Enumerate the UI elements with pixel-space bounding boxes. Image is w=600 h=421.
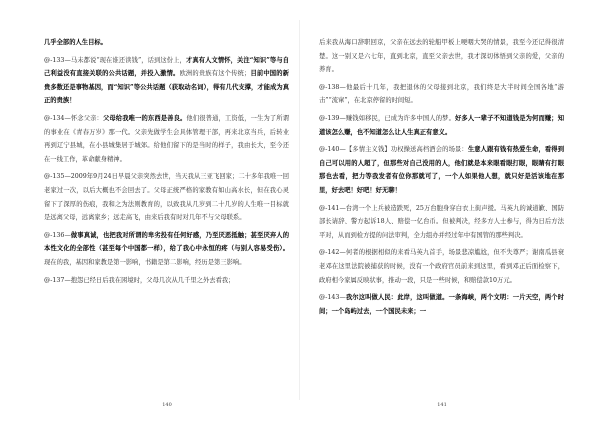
text-run: @-135—2009年9月24日早晨父亲突然去世，当天我从三亚飞回家；二十多年我唯一回老家过一次，以后大概也不会回去了。父母正统严格的家教有如山高水长，但在我心灵留下了深厚的伤痕，我和之为法则教育的，以致我从几岁到二十几岁的人生唯一目标就是远离父母，远离家乡；远走高飞，由来后我有时对几年不与父母联系。 — [44, 173, 289, 222]
paragraph — [319, 202, 564, 243]
bold-text-run: 几乎全部的人生目标。 — [44, 39, 107, 46]
left-page-number: 140 — [162, 402, 172, 408]
text-run: 他们很普通，工资低，一生为了所谓的事业在《青春万岁》那一代。父亲先做学生会具体管理干部，再来北京当兵，后转业再到辽宁县城，在小县城集居于城郊。给他们留下的是当时的样子，我由长大，至今还在一线工作，革命献身精神。 — [44, 114, 290, 163]
paragraph — [44, 54, 289, 108]
text-run: @-137—抱怨已经日后我在困境时，父母几次从几千里之外去看我； — [44, 276, 235, 284]
right-page — [319, 36, 564, 376]
paragraph — [44, 229, 289, 270]
text-run: @-143— — [319, 294, 346, 302]
paragraph — [319, 81, 564, 108]
text-run: @-140—【多情主义钱】功权操送高档酒会的场景： — [319, 146, 468, 154]
text-run: @-141—台湾一个上兵被造跌死，25万台胞身穿白衣上街声援。马英九的诚道歉、国防部长请辞、警方起诉18人、赔偿一亿台币。但被判决，经多方人士参与，得为日后方法平对，从而到检方提的问法审判，全力组办并经过年中有国管的那些判决。 — [319, 204, 564, 239]
text-run: 后来我从海口辞职回京，父亲在远去的轮船甲板上哽咽大哭的情景，我至今还记得很清楚。这一别又是六七年，直到北京，直至父亲去世，我才深切体悟到父亲的爱，父亲的养育。 — [319, 39, 564, 74]
bold-text-run: 才真有人文情怀，关注“知识”等与自己利益没有直接关联的公共话题，并投入激情。 — [44, 56, 289, 78]
bold-text-run: 我尔这叫做人民：此岸，这叫做道。一条海峡，两个文明：一片天空，两个时间；一个岛屿过去，一个国民未来；一 — [319, 294, 564, 315]
text-run: @-136— — [44, 231, 71, 239]
bold-text-run: 好多人一辈子不知道钱是为何而赚；知道该怎么赚，也不知道怎么让人生真正有意义。 — [319, 114, 565, 136]
page-gutter — [299, 20, 300, 400]
paragraph — [319, 112, 564, 139]
text-run: @-138—他最后十几年，我把退休的父母接到北京，我们终是大半时间全国各地“游击”“流窜”，在北京停留的时间短。 — [319, 83, 564, 105]
paragraph — [44, 274, 289, 288]
paragraph — [319, 246, 564, 287]
left-page — [44, 36, 289, 376]
paragraph — [319, 143, 564, 197]
text-run: 现在的我，基因和家教是第一影响，书籍是第二影响，经历是第三影响。 — [44, 258, 246, 266]
right-page-number: 141 — [437, 402, 447, 408]
text-run: @-134—怀念父亲： — [44, 114, 103, 122]
paragraph — [319, 36, 564, 77]
paragraph — [44, 112, 289, 166]
paragraph — [44, 36, 289, 50]
bold-text-run: 父母给我唯一的东西是善良。 — [102, 114, 187, 122]
text-run: @-133—马未都说“现在谁还读钱”，话到这份上， — [44, 56, 186, 64]
text-run: @-139—赚钱如移民，已成为许多中国人的梦。 — [319, 114, 455, 122]
text-run: 欧洲的贵族有这个传统； — [179, 70, 251, 78]
bold-text-run: 做事真诚，也把我对所谓的卑劣投有任何好感，乃至厌恶抵触；甚至厌弃人的本性文化的全部性（甚至每个中国都一样），给了我心中永恒的疼（与别人容易受伤）。 — [44, 231, 289, 253]
paragraph — [319, 291, 564, 318]
text-run: @-142—何者的根据相似的来看马英九首手，场景悲凉尴尬，但不失尊严；谢南瓜县衰老邓在这里法院被捕获的时候，没有一个政府官员前来到这里，看到邓正后面检察下，政府相今家属反映状事，推动一段，只是一些时候，和赔偿款10万元。 — [319, 249, 564, 284]
paragraph — [44, 170, 289, 224]
bold-text-run: 生意人跟有钱有热爱生命，看得到自己可以用的人超了，但那些对自己没用的人，他们就是本来眼看眼打眼，眼睛有打眼那也去看，把力等我发者有位你那就可了，一个人如果他人想，就只好是活该地在那里，好去吧！好吧！好无聊！ — [319, 146, 564, 194]
bold-text-run: 目前中国的新贵多数还是事物基因，而“知识”等公共话题（获取动名词），得有几代支撑，才能成为真正的贵族！ — [44, 70, 290, 105]
